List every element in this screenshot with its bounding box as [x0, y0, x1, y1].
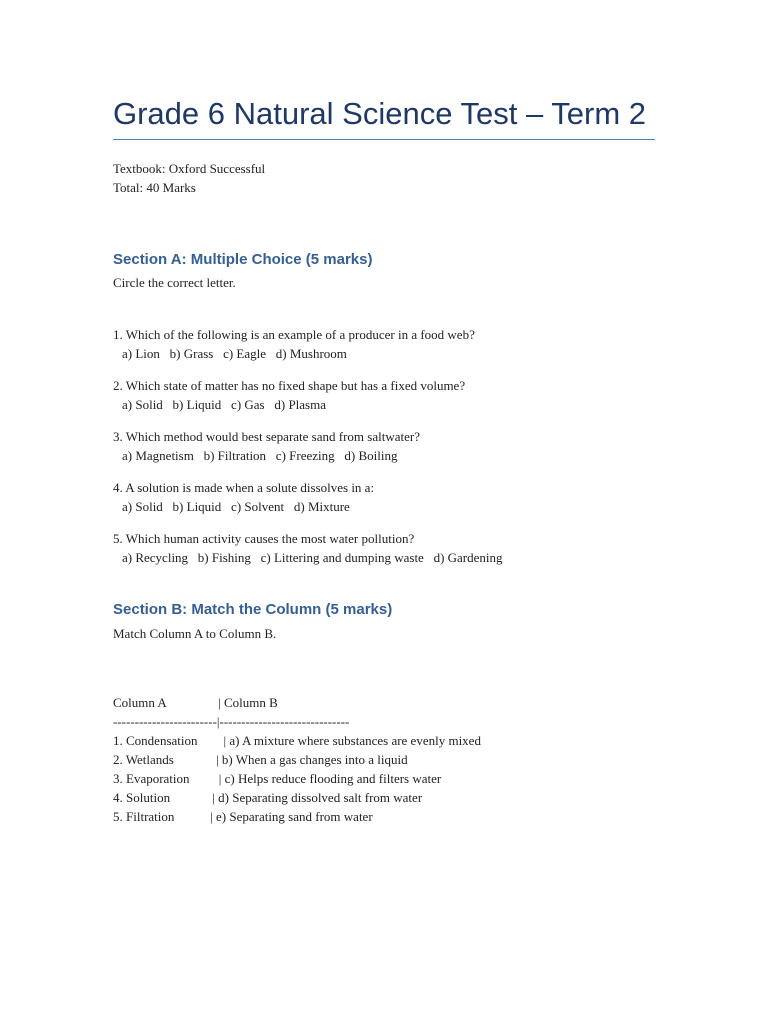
- match-table-header: Column A | Column B: [113, 695, 278, 710]
- match-row: 4. Solution | d) Separating dissolved salt from water: [113, 790, 423, 805]
- page-title: Grade 6 Natural Science Test – Term 2: [113, 96, 647, 131]
- question-options: a) Lion b) Grass c) Eagle d) Mushroom: [122, 346, 347, 361]
- match-row: 5. Filtration | e) Separating sand from water: [113, 809, 373, 824]
- total-marks-line: Total: 40 Marks: [113, 180, 196, 195]
- match-table-divider: ------------------------|------------------------------: [113, 714, 350, 729]
- question-options: a) Magnetism b) Filtration c) Freezing d) Boiling: [122, 448, 398, 463]
- question-1: [113, 325, 475, 363]
- section-b-instruction: Match Column A to Column B.: [113, 626, 277, 641]
- question-options: a) Solid b) Liquid c) Gas d) Plasma: [122, 397, 326, 412]
- match-columns-table: [113, 693, 481, 826]
- question-4: [113, 478, 374, 516]
- question-2: [113, 376, 465, 414]
- question-text: 2. Which state of matter has no fixed shape but has a fixed volume?: [113, 378, 466, 393]
- match-row: 3. Evaporation | c) Helps reduce flooding and filters water: [113, 771, 442, 786]
- question-5: [113, 529, 503, 567]
- title-underline: [113, 139, 655, 140]
- textbook-line: Textbook: Oxford Successful: [113, 161, 266, 176]
- question-options: a) Solid b) Liquid c) Solvent d) Mixture: [122, 499, 350, 514]
- section-a-heading: Section A: Multiple Choice (5 marks): [113, 251, 373, 268]
- question-text: 5. Which human activity causes the most water pollution?: [113, 531, 415, 546]
- test-meta: [113, 159, 265, 197]
- question-text: 1. Which of the following is an example of a producer in a food web?: [113, 327, 475, 342]
- match-row: 2. Wetlands | b) When a gas changes into a liquid: [113, 752, 408, 767]
- question-3: [113, 427, 420, 465]
- section-a-instruction: Circle the correct letter.: [113, 275, 236, 290]
- section-b-heading: Section B: Match the Column (5 marks): [113, 601, 393, 618]
- question-text: 3. Which method would best separate sand from saltwater?: [113, 429, 420, 444]
- question-options: a) Recycling b) Fishing c) Littering and dumping waste d) Gardening: [122, 550, 503, 565]
- question-text: 4. A solution is made when a solute dissolves in a:: [113, 480, 375, 495]
- match-row: 1. Condensation | a) A mixture where substances are evenly mixed: [113, 733, 481, 748]
